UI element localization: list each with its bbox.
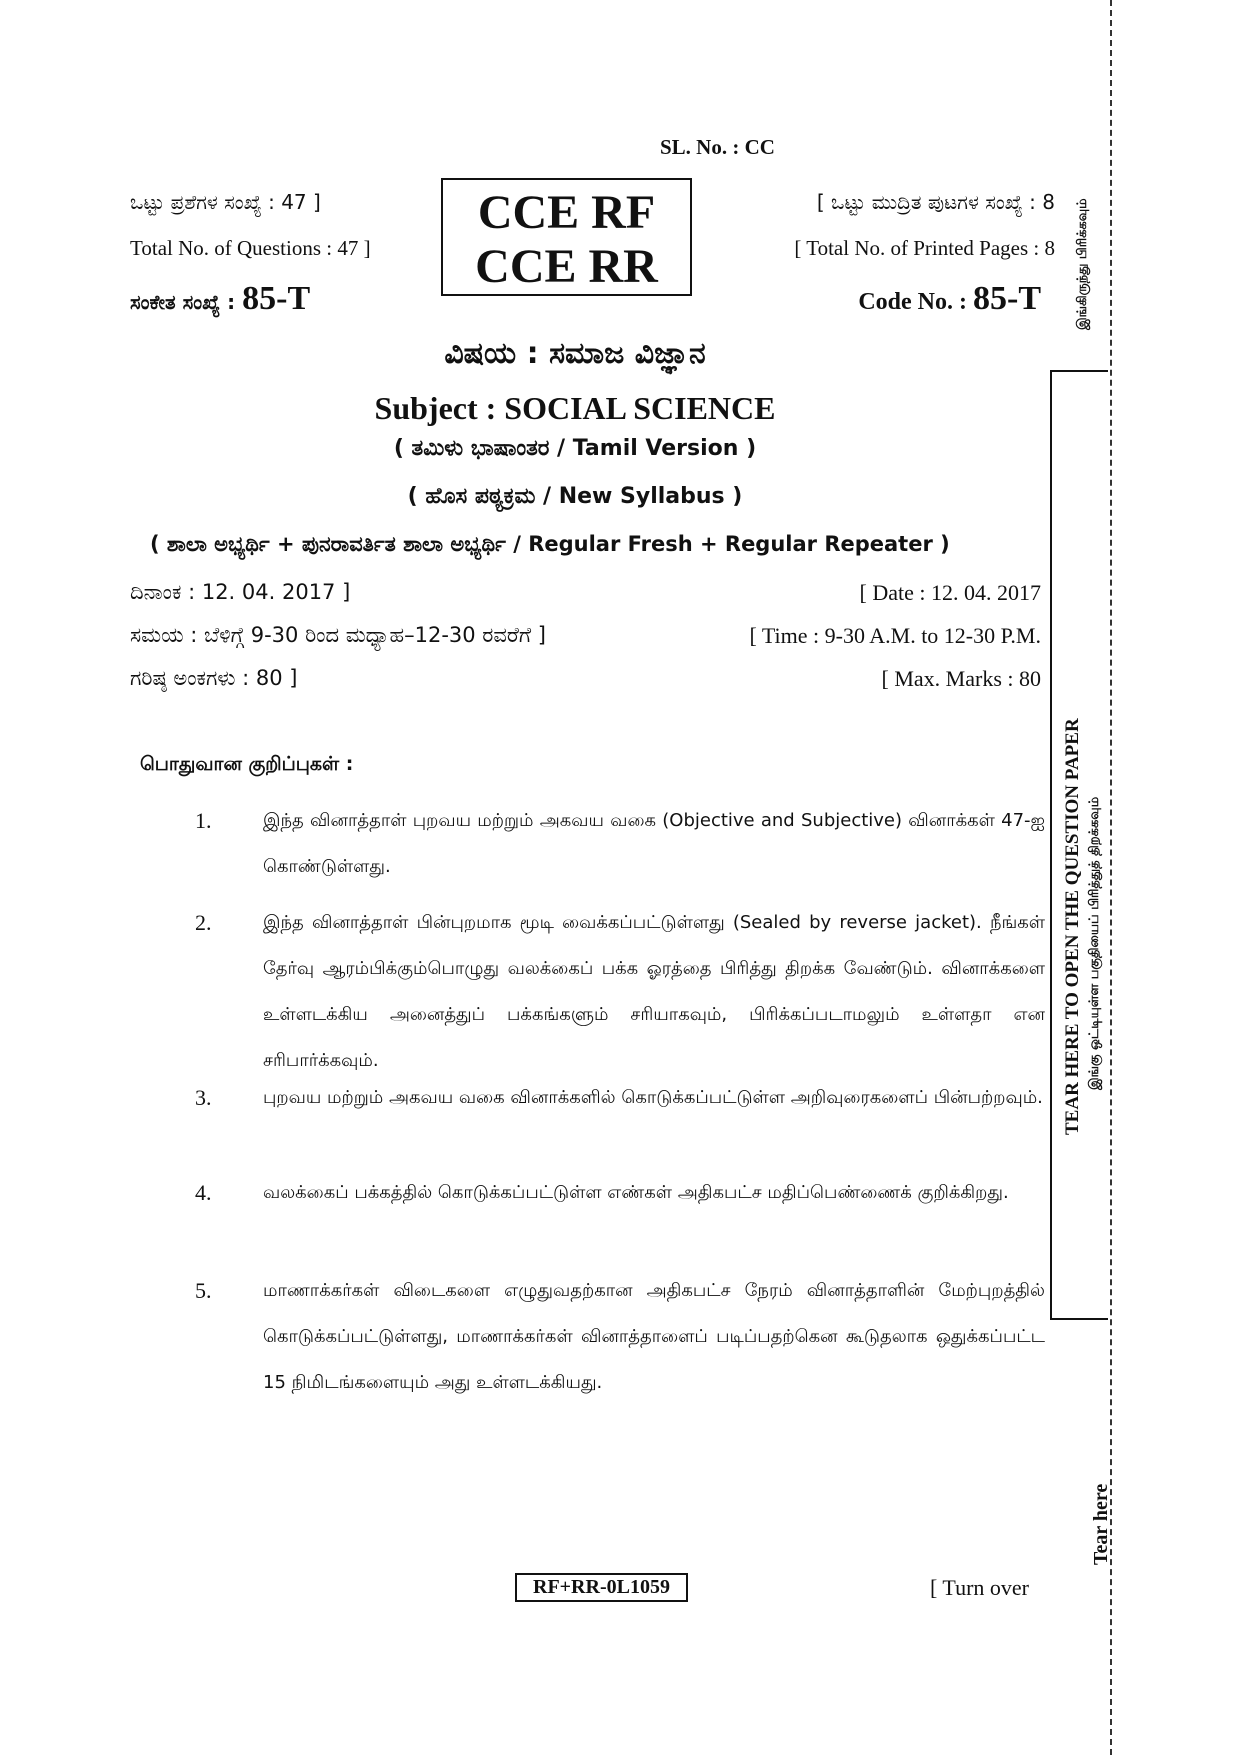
instructions-heading: பொதுவான குறிப்புகள் : [140,753,354,775]
tear-here-label: Tear here [1090,1483,1112,1565]
max-marks-kannada: ಗರಿಷ್ಠ ಅಂಕಗಳು : 80 ] [130,666,298,690]
date-kannada: ದಿನಾಂಕ : 12. 04. 2017 ] [130,580,351,604]
exam-code-line-1: CCE RF [477,186,656,239]
instruction-text: இந்த வினாத்தாள் புறவய மற்றும் அகவய வகை (Objective and Subjective) வினாக்கள் 47-ஐ கொண்டுள்ளது. [263,810,1045,877]
subject-kannada: ವಿಷಯ : ಸಮಾಜ ವಿಜ್ಞಾನ [444,336,706,371]
instruction-text: மாணாக்கர்கள் விடைகளை எழுதுவதற்கான அதிகபட்ச நேரம் வினாத்தாளின் மேற்புறத்தில் கொடுக்கப்பட்டுள்ளது, மாணாக்கர்கள் வினாத்தாளைப் படிப்பதற்கென கூடுதலாக ஒதுக்கப்பட்ட 15 நிமிடங்களையும் அது உள்ளடக்கியது. [263,1280,1045,1393]
printed-pages-english: [ Total No. of Printed Pages : 8 [794,236,1055,260]
max-marks-english: [ Max. Marks : 80 [881,666,1041,691]
instruction-number: 2. [195,910,212,935]
code-value-right: 85-T [973,280,1041,317]
exam-code-box [441,178,692,296]
instruction-number: 3. [195,1085,212,1110]
total-questions-english: Total No. of Questions : 47 ] [130,236,371,260]
instruction-text: புறவய மற்றும் அகவய வகை வினாக்களில் கொடுக்கப்பட்டுள்ள அறிவுரைகளைப் பின்பற்றவும். [263,1087,1043,1108]
tear-here-subtitle: இங்கு ஒட்டியுள்ள பகுதியைப் பிரித்துத் திறக்கவும் [1087,796,1102,1090]
syllabus-label: ( ಹೊಸ ಪಠ್ಯಕ್ರಮ / New Syllabus ) [407,484,743,509]
printed-pages-kannada: [ ಒಟ್ಟು ಮುದ್ರಿತ ಪುಟಗಳ ಸಂಖ್ಯೆ : 8 [816,190,1055,214]
candidate-type: ( ಶಾಲಾ ಅಭ್ಯರ್ಥಿ + ಪುನರಾವರ್ತಿತ ಶಾಲಾ ಅಭ್ಯರ್ಥಿ / Regular Fresh + Regular Repeater ) [150,532,950,556]
time-kannada: ಸಮಯ : ಬೆಳಿಗ್ಗೆ 9-30 ರಿಂದ ಮಧ್ಯಾಹ–12-30 ರವರೆಗೆ ] [130,623,546,647]
code-english-label: Code No. : [858,289,973,315]
code-kannada-label: ಸಂಕೇತ ಸಂಖ್ಯೆ : [130,290,243,314]
turn-over-label: [ Turn over [930,1575,1030,1600]
code-value-left: 85-T [242,280,311,317]
subject-english: Subject : SOCIAL SCIENCE [374,390,776,426]
instruction-number: 4. [195,1180,212,1205]
code-english-row [858,280,1041,318]
instruction-number: 1. [195,808,212,833]
tear-start-label: இங்கிருந்து பிரிக்கவும் [1075,198,1090,330]
tear-here-title: TEAR HERE TO OPEN THE QUESTION PAPER [1062,718,1083,1135]
instruction-number: 5. [195,1278,212,1303]
instruction-text: இந்த வினாத்தாள் பின்புறமாக மூடி வைக்கப்பட்டுள்ளது (Sealed by reverse jacket). நீங்கள் தேர்வு ஆரம்பிக்கும்பொழுது வலக்கைப் பக்க ஓரத்தை பிரித்து திறக்க வேண்டும். வினாக்களை உள்ளடக்கிய அனைத்துப் பக்கங்களும் சரியாகவும், பிரிக்கப்படாமலும் உள்ளதா என சரிபார்க்கவும். [263,912,1045,1071]
exam-code-line-2: CCE RR [475,240,658,293]
paper-code-box: RF+RR-0L1059 [515,1573,688,1602]
time-english: [ Time : 9-30 A.M. to 12-30 P.M. [749,623,1041,648]
code-kannada-row [130,280,310,318]
total-questions-kannada: ಒಟ್ಟು ಪ್ರಶೆಗಳ ಸಂಖ್ಯೆ : 47 ] [130,190,321,214]
version-label: ( ತಮಿಳು ಭಾಷಾಂತರ / Tamil Version ) [393,436,757,461]
serial-number: SL. No. : CC [660,135,775,159]
instruction-text: வலக்கைப் பக்கத்தில் கொடுக்கப்பட்டுள்ள எண்கள் அதிகபட்ச மதிப்பெண்ணைக் குறிக்கிறது. [263,1182,1009,1203]
date-english: [ Date : 12. 04. 2017 [859,580,1041,605]
